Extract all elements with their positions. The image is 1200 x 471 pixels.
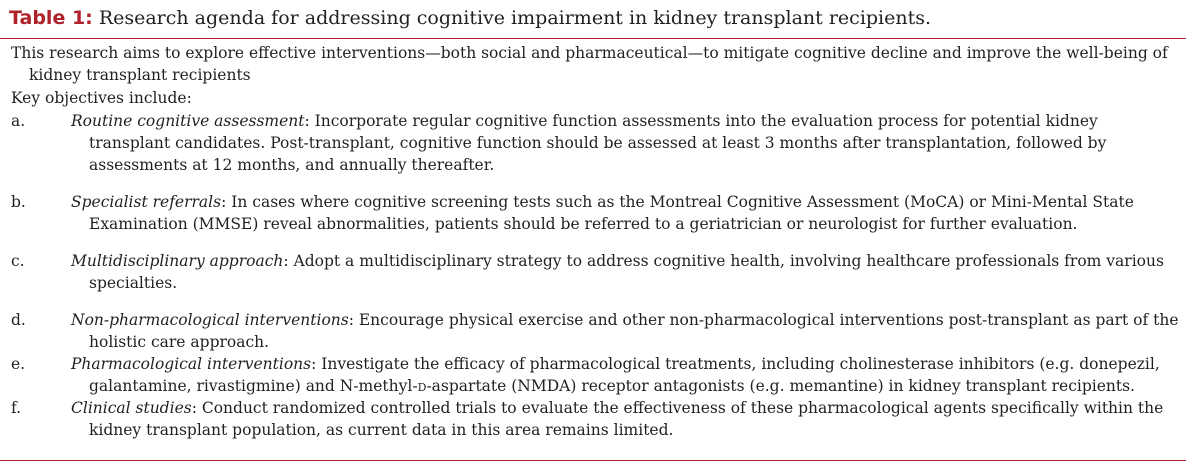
- list-item: [11, 250, 1181, 294]
- item-small-caps: d: [417, 377, 427, 395]
- table-label: Table 1:: [9, 7, 93, 29]
- item-heading: Clinical studies: [71, 399, 192, 417]
- item-text-before: : Investigate the efficacy of pharmacological treatments, including cholinesterase inhibitors (e.g. donepezil, galantamine, rivastigmine) and N-methyl-: [89, 355, 1160, 395]
- item-body: [71, 353, 1181, 397]
- item-letter: f.: [11, 399, 22, 417]
- item-text: : Conduct randomized controlled trials to evaluate the effectiveness of these pharmacological agents specifically within the kidney transplant population, as current data in this area remains limited.: [89, 399, 1164, 439]
- item-body: [71, 250, 1181, 294]
- item-heading: Non-pharmacological interventions: [71, 311, 349, 329]
- item-letter: e.: [11, 355, 26, 373]
- table-title: Research agenda for addressing cognitive impairment in kidney transplant recipients.: [98, 7, 932, 29]
- intro-paragraph: This research aims to explore effective interventions—both social and pharmaceutical—to mitigate cognitive decline and improve the well-being of kidney transplant recipients: [11, 44, 1168, 84]
- item-body: [71, 397, 1181, 441]
- item-heading: Multidisciplinary approach: [71, 252, 284, 270]
- item-body: [71, 191, 1181, 235]
- list-item: [11, 309, 1181, 353]
- table-caption: [9, 5, 931, 31]
- top-rule: [0, 38, 1186, 39]
- item-text-after: -aspartate (NMDA) receptor antagonists (e.g. memantine) in kidney transplant recipients.: [426, 377, 1135, 395]
- list-item: [11, 191, 1181, 235]
- item-letter: d.: [11, 311, 26, 329]
- item-text: : Adopt a multidisciplinary strategy to address cognitive health, involving healthcare professionals from various specialties.: [89, 252, 1164, 292]
- item-body: [71, 309, 1181, 353]
- item-heading: Pharmacological interventions: [71, 355, 312, 373]
- item-letter: a.: [11, 112, 26, 130]
- item-heading: Specialist referrals: [71, 193, 222, 211]
- item-text: : In cases where cognitive screening tests such as the Montreal Cognitive Assessment (MoCA) or Mini-Mental State Examination (MMSE) reveal abnormalities, patients should be referred to a geriatrician or neurologist for further evaluation.: [89, 193, 1134, 233]
- list-item: [11, 353, 1181, 397]
- item-letter: b.: [11, 193, 26, 211]
- table-body: [11, 42, 1181, 441]
- item-body: [71, 110, 1181, 176]
- objectives-lead: Key objectives include:: [11, 89, 192, 107]
- list-item: [11, 397, 1181, 441]
- item-letter: c.: [11, 252, 25, 270]
- bottom-rule: [0, 460, 1186, 461]
- item-heading: Routine cognitive assessment: [71, 112, 305, 130]
- list-item: [11, 110, 1181, 176]
- item-text: : Encourage physical exercise and other non-pharmacological interventions post-transplant as part of the holistic care approach.: [89, 311, 1179, 351]
- item-text: : Incorporate regular cognitive function assessments into the evaluation process for potential kidney transplant candidates. Post-transplant, cognitive function should be assessed at least 3 months after transplantation, followed by assessments at 12 months, and annually thereafter.: [89, 112, 1107, 174]
